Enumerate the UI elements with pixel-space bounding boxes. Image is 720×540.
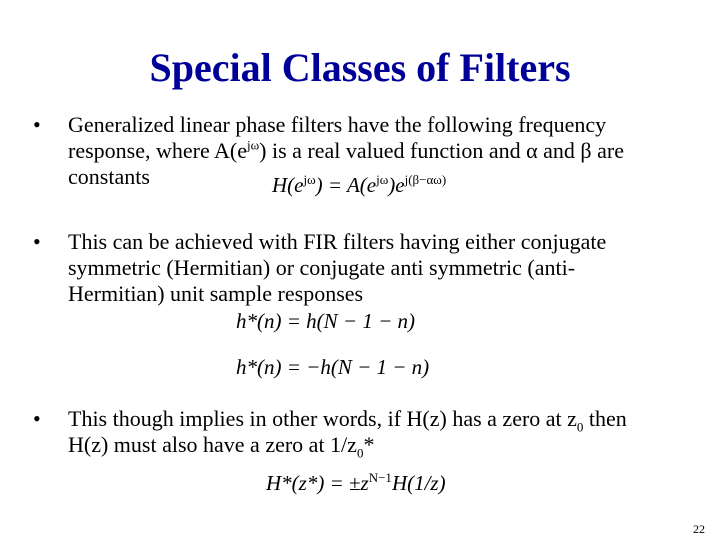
equation-sup: N−1 — [368, 470, 392, 485]
equation-anti-hermitian — [236, 354, 429, 380]
equation-zero-reciprocal — [266, 470, 446, 496]
equation-linear-phase — [272, 172, 446, 198]
bullet-marker: • — [33, 112, 41, 137]
bullet-1-text-part: ) is a real valued function and α and β are constants — [68, 138, 624, 189]
equation-part: h*(n) = h(N − 1 − n) — [236, 309, 415, 333]
bullet-3-text — [68, 406, 668, 461]
equation-part: )e — [388, 173, 405, 197]
bullet-1-text-sup: jω — [247, 137, 260, 153]
equation-part: H(1/z) — [391, 471, 446, 495]
bullet-2-text: This can be achieved with FIR filters having either conjugate symmetric (Hermitian) or conjugate anti symmetric (anti-Hermitian) unit sample responses — [68, 229, 607, 306]
page-number: 22 — [693, 522, 705, 536]
equation-sup: j(β−αω) — [404, 172, 447, 187]
bullet-3-text-sub: 0 — [356, 445, 364, 461]
slide-title: Special Classes of Filters — [149, 45, 571, 90]
equation-sup: jω — [303, 172, 316, 187]
equation-sup: jω — [376, 172, 389, 187]
equation-hermitian — [236, 308, 415, 334]
equation-part: H*(z*) = ±z — [266, 471, 369, 495]
equation-part: ) = A(e — [315, 173, 377, 197]
bullet-marker: • — [33, 229, 41, 254]
bullet-3-text-part: * — [363, 432, 375, 457]
bullet-3-text-sub: 0 — [576, 419, 584, 435]
bullet-marker: • — [33, 406, 41, 431]
equation-part: h*(n) = −h(N − 1 − n) — [236, 355, 430, 379]
bullet-3-text-part: This though implies in other words, if H(z) has a zero at z — [68, 406, 577, 431]
bullet-1-text-part: Generalized linear phase filters have the following frequency response, where A(e — [68, 112, 607, 163]
equation-part: H(e — [272, 173, 304, 197]
bullet-3-text-part: then H(z) must also have a zero at 1/z — [68, 406, 627, 457]
